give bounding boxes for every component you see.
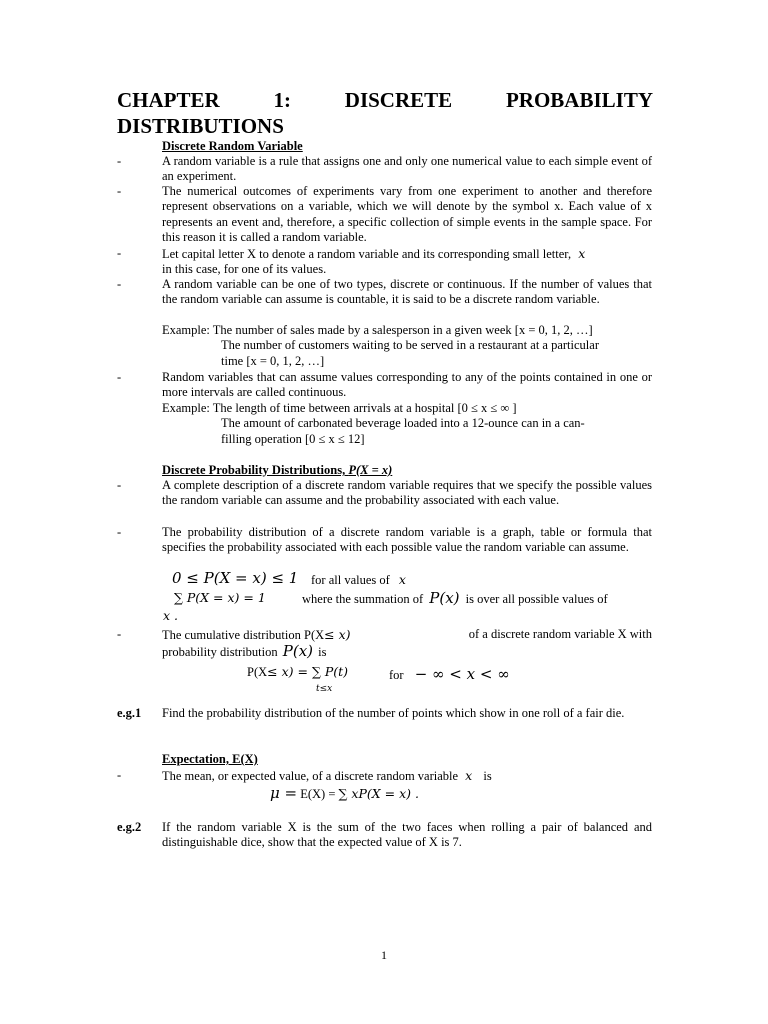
example-1-line3: time [x = 0, 1, 2, …] xyxy=(221,354,325,368)
chapter-title: CHAPTER 1: DISCRETE PROBABILITY xyxy=(117,88,653,112)
chapter-title-line2: DISTRIBUTIONS xyxy=(117,114,284,138)
formula-2: ∑ P(X = x) = 1 xyxy=(174,590,266,605)
bullet-dash: - xyxy=(117,525,122,539)
paragraph-9-text: The mean, or expected value, of a discrete random variable xyxy=(162,769,459,783)
formula-3-subscript xyxy=(316,680,332,697)
formula-3-interval: − ∞ < x < ∞ xyxy=(414,665,510,683)
bullet-dash: - xyxy=(117,627,122,641)
bullet-dash: - xyxy=(117,246,122,260)
formula-2-label: where the summation of xyxy=(302,592,424,606)
paragraph-3-line1 xyxy=(162,246,585,262)
paragraph-5: Random variables that can assume values corresponding to any of the points contained in one or more intervals are called continuous. xyxy=(162,370,652,400)
formula-3-sub: t≤x xyxy=(316,684,333,694)
formula-sum-equals-one xyxy=(174,590,266,606)
page-number: 1 xyxy=(381,948,387,962)
paragraph-3-symbol: x xyxy=(578,246,586,261)
bullet-dash: - xyxy=(117,184,122,198)
section-heading-text: Discrete Probability Distributions, xyxy=(162,463,349,477)
bullet-dash: - xyxy=(117,768,122,782)
formula-2-x xyxy=(163,608,178,624)
formula-expectation xyxy=(270,786,419,802)
paragraph-3-line2: in this case, for one of its values. xyxy=(162,262,327,276)
section-heading-formula: P(X = x) xyxy=(348,463,393,477)
paragraph-8-text-b: of a discrete random variable X with xyxy=(468,627,652,641)
paragraph-2: The numerical outcomes of experiments vary from one experiment to another and therefore represent observations on a variable, which we will denote by the symbol x. Each value of x represents an event and, therefore, a specific collection of simple events in the sample space. For this reason it is called a random variable. xyxy=(162,184,652,245)
example-1-line2: The number of customers waiting to be served in a restaurant at a particular xyxy=(221,338,599,352)
formula-3-sum: ≤ x) = ∑ P(t) xyxy=(267,664,349,679)
bullet-dash: - xyxy=(117,370,122,384)
paragraph-9 xyxy=(162,768,492,784)
formula-4-ex: E(X) = xyxy=(300,787,336,801)
formula-2-text xyxy=(302,591,608,607)
formula-2-x-symbol: x . xyxy=(163,608,178,623)
formula-1: 0 ≤ P(X = x) ≤ 1 xyxy=(172,569,299,587)
formula-1-symbol: x xyxy=(398,572,406,587)
paragraph-8-inequality: ≤ x) xyxy=(324,627,351,642)
example-label-1: e.g.1 xyxy=(117,706,142,720)
example-1-question: Find the probability distribution of the number of points which show in one roll of a fair die. xyxy=(162,706,625,720)
formula-3-range xyxy=(389,667,510,683)
example-2-question: If the random variable X is the sum of the two faces when rolling a pair of balanced and distinguishable dice, show that the expected value of X is 7. xyxy=(162,820,652,850)
formula-2-px: P(x) xyxy=(429,589,460,607)
example-2-line1: Example: The length of time between arrivals at a hospital [0 ≤ x ≤ ∞ ] xyxy=(162,401,517,415)
section-heading-probability-distributions xyxy=(162,463,392,478)
example-2-line2: The amount of carbonated beverage loaded into a 12-ounce can in a can- xyxy=(221,416,585,430)
section-heading-expectation: Expectation, E(X) xyxy=(162,752,258,766)
paragraph-8-text-d: is xyxy=(318,645,327,659)
bullet-dash: - xyxy=(117,277,122,291)
paragraph-8-text-c: probability distribution xyxy=(162,645,278,659)
paragraph-3-text: Let capital letter X to denote a random variable and its corresponding small letter, xyxy=(162,247,572,261)
formula-1-text xyxy=(311,572,406,588)
paragraph-8-text-a: The cumulative distribution P(X xyxy=(162,628,325,642)
paragraph-4: A random variable can be one of two types, discrete or continuous. If the number of values that the random variable can assume is countable, it is said to be a discrete random variable. xyxy=(162,277,652,307)
paragraph-9-symbol: x xyxy=(465,768,473,783)
paragraph-9-text-b: is xyxy=(483,769,492,783)
formula-3-for: for xyxy=(389,668,404,682)
bullet-dash: - xyxy=(117,154,122,168)
paragraph-7: The probability distribution of a discrete random variable is a graph, table or formula that specifies the probability associated with each possible value the random variable can assume. xyxy=(162,525,652,555)
formula-4-sum: ∑ xP(X = x) . xyxy=(338,786,419,801)
section-heading-discrete-random-variable: Discrete Random Variable xyxy=(162,139,303,153)
formula-1-label: for all values of xyxy=(311,573,390,587)
formula-cumulative xyxy=(247,664,348,680)
paragraph-8-line2 xyxy=(162,644,326,660)
example-label-2: e.g.2 xyxy=(117,820,142,834)
paragraph-8-px: P(x) xyxy=(282,642,314,660)
formula-3-px: P(X xyxy=(247,665,268,679)
formula-probability-bounds xyxy=(172,571,298,587)
paragraph-6: A complete description of a discrete random variable requires that we specify the possible values the random variable can assume and the probability associated with each value. xyxy=(162,478,652,508)
formula-2-label-2: is over all possible values of xyxy=(465,592,608,606)
bullet-dash: - xyxy=(117,478,122,492)
example-2-line3: filling operation [0 ≤ x ≤ 12] xyxy=(221,432,365,446)
example-1-line1: Example: The number of sales made by a salesperson in a given week [x = 0, 1, 2, …] xyxy=(162,323,593,337)
paragraph-8-line1 xyxy=(162,627,652,643)
formula-4-mu: μ = xyxy=(270,784,298,802)
paragraph-1: A random variable is a rule that assigns one and only one numerical value to each simple event of an experiment. xyxy=(162,154,652,184)
